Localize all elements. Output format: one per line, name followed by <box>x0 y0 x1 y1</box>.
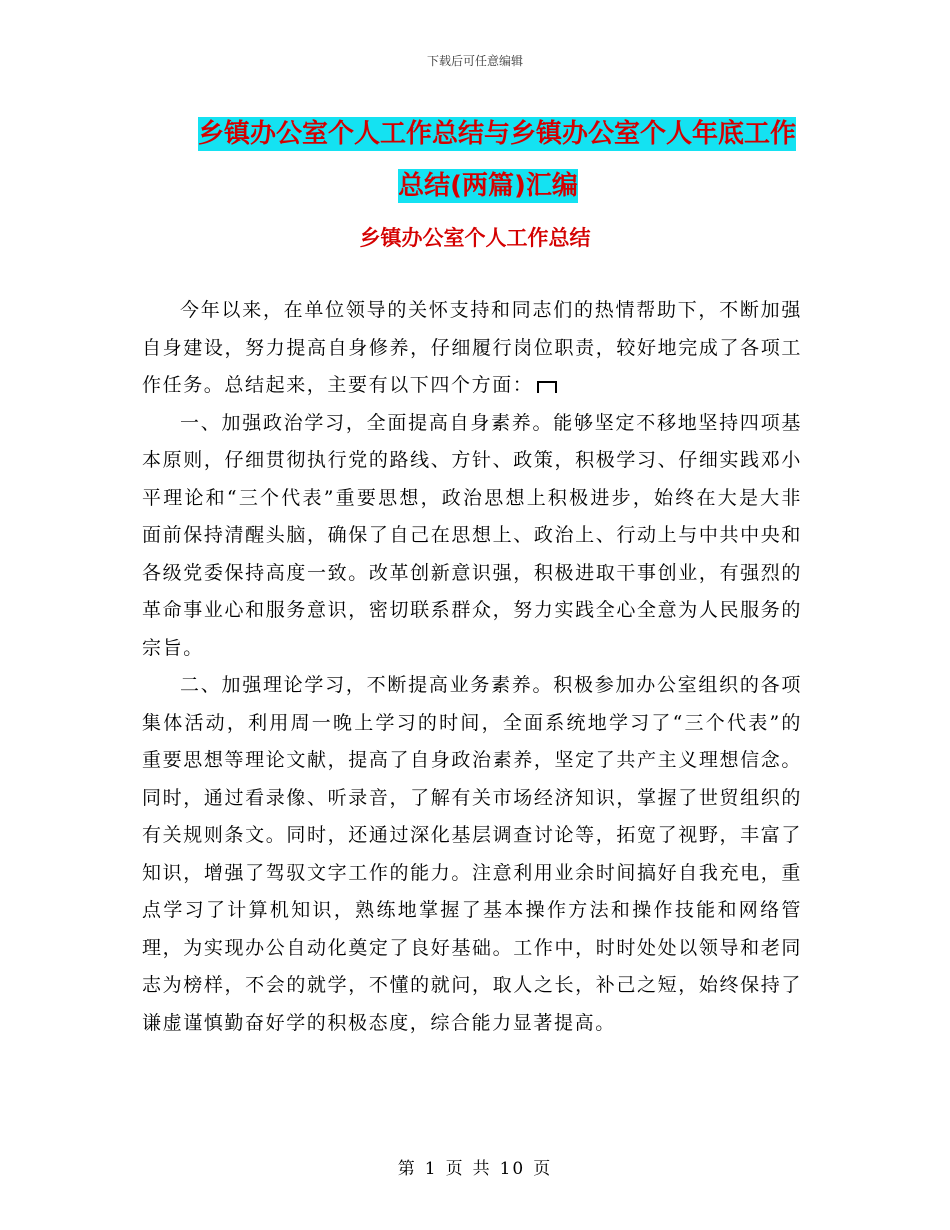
paragraph-text: 今年以来，在单位领导的关怀支持和同志们的热情帮助下，不断加强自身建设，努力提高自身修养，仔细履行岗位职责，较好地完成了各项工作任务。总结起来，主要有以下四个方面： <box>142 299 802 396</box>
cursor-mark-icon <box>537 381 557 393</box>
paragraph: 二、加强理论学习，不断提高业务素养。积极参加办公室组织的各项集体活动，利用周一晚上学习的时间，全面系统地学习了“三个代表”的重要思想等理论文献，提高了自身政治素养，坚定了共产主义理想信念。同时，通过看录像、听录音，了解有关市场经济知识，掌握了世贸组织的有关规则条文。同时，还通过深化基层调查讨论等，拓宽了视野，丰富了知识，增强了驾驭文字工作的能力。注意利用业余时间搞好自我充电，重点学习了计算机知识，熟练地掌握了基本操作方法和操作技能和网络管理，为实现办公自动化奠定了良好基础。工作中，时时处处以领导和老同志为榜样，不会的就学，不懂的就问，取人之长，补己之短，始终保持了谦虚谨慎勤奋好学的积极态度，综合能力显著提高。 <box>142 674 802 1034</box>
footer-page-current: 1 <box>424 1159 438 1179</box>
document-title-line1 <box>198 108 812 160</box>
paragraph <box>142 292 802 405</box>
footer-word-gong: 共 <box>472 1159 492 1179</box>
footer-page-total: 10 <box>499 1159 526 1179</box>
paragraph: 一、加强政治学习，全面提高自身素养。能够坚定不移地坚持四项基本原则，仔细贯彻执行党的路线、方针、政策，积极学习、仔细实践邓小平理论和“三个代表”重要思想，政治思想上积极进步，始终在大是大非面前保持清醒头脑，确保了自己在思想上、政治上、行动上与中共中央和各级党委保持高度一致。改革创新意识强，积极进取干事创业，有强烈的革命事业心和服务意识，密切联系群众，努力实践全心全意为人民服务的宗旨。 <box>142 411 802 659</box>
title-line2-text: 总结(两篇)汇编 <box>398 171 578 201</box>
title-line1-text: 乡镇办公室个人工作总结与乡镇办公室个人年底工作 <box>198 119 797 149</box>
footer-word-ye2: 页 <box>533 1159 553 1179</box>
document-title <box>192 108 812 212</box>
body-text <box>142 292 802 1042</box>
section-title: 乡镇办公室个人工作总结 <box>359 226 591 250</box>
footer-word-ye: 页 <box>445 1159 465 1179</box>
document-title-line2 <box>164 160 812 212</box>
page-footer <box>0 1154 950 1179</box>
footer-word-di: 第 <box>397 1159 417 1179</box>
header-note: 下载后可任意编辑 <box>426 54 523 68</box>
